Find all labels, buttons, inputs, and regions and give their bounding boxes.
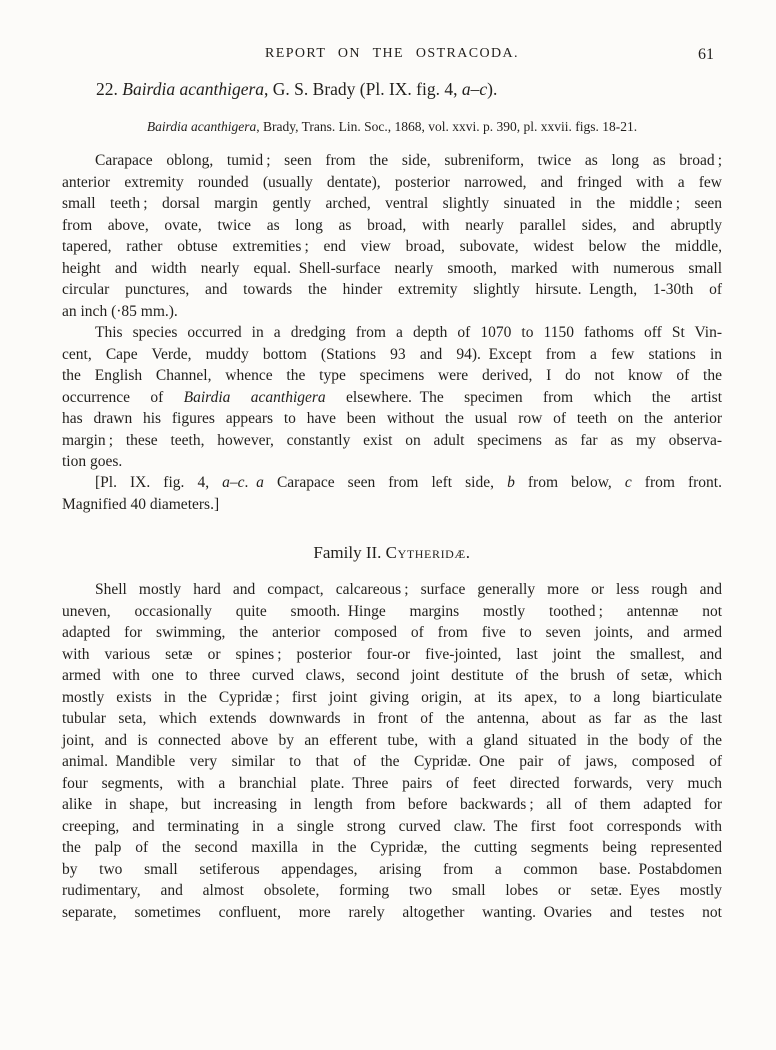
text-line: armed with one to three curved claws, second joint destitute of the brush of setæ, which — [62, 667, 722, 684]
text-line: small teeth ; dorsal margin gently arched, ventral slightly sinuated in the middle ; seen — [62, 195, 722, 212]
text-line: joint, and is connected above by an efferent tube, with a gland situated in the body of the — [62, 731, 722, 749]
text-line: mostly exists in the Cypridæ ; first joint giving origin, at its apex, to a long biarticulate — [62, 688, 722, 706]
text-line: uneven, occasionally quite smooth. Hinge margins mostly toothed ; antennæ not — [62, 602, 722, 620]
text-line: animal. Mandible very similar to that of the Cypridæ. One pair of jaws, composed of — [62, 753, 722, 770]
family-heading-prefix: Family II. — [313, 543, 386, 562]
text-line: has drawn his figures appears to have been without the usual row of teeth on the anterior — [62, 410, 722, 427]
text-line: margin ; these teeth, however, constantly exist on adult specimens as far as my observa- — [62, 431, 722, 449]
text-line: by two small setiferous appendages, arising from a common base. Postabdomen — [62, 860, 722, 878]
text-line: Carapace oblong, tumid ; seen from the side, subreniform, twice as long as broad ; — [95, 152, 722, 169]
text-line: Magnified 40 diameters.] — [62, 495, 220, 513]
text-line: four segments, with a branchial plate. Three pairs of feet directed forwards, very much — [62, 774, 722, 792]
family-heading — [62, 543, 722, 563]
text-line: height and width nearly equal. Shell-surface nearly smooth, marked with numerous small — [62, 259, 722, 277]
text-line: adapted for swimming, the anterior composed of from five to seven joints, and armed — [62, 624, 722, 641]
paragraph-carapace-description — [62, 150, 722, 322]
family-heading-name: Cytheridæ. — [385, 543, 471, 562]
text-line: cent, Cape Verde, muddy bottom (Stations 93 and 94). Except from a few stations in — [62, 345, 722, 363]
text-line: from above, ovate, twice as long as broad, with nearly parallel sides, and abruptly — [62, 216, 722, 234]
text-line: separate, sometimes confluent, more rarely altogether wanting. Ovaries and testes not — [62, 903, 722, 921]
text-line: occurrence of Bairdia acanthigera elsewhere. The specimen from which the artist — [62, 388, 722, 406]
text-line: tapered, rather obtuse extremities ; end view broad, subovate, widest below the middle, — [62, 238, 722, 255]
text-line: [Pl. IX. fig. 4, a–c. a Carapace seen from left side, b from below, c from front. — [95, 474, 722, 491]
text-line: This species occurred in a dredging from a depth of 1070 to 1150 fathoms off St Vin- — [95, 324, 722, 341]
paragraph-family-description — [62, 579, 722, 923]
text-line: circular punctures, and towards the hinder extremity slightly hirsute. Length, 1-30th of — [62, 281, 722, 298]
text-line: anterior extremity rounded (usually dentate), posterior narrowed, and fringed with a few — [62, 173, 722, 191]
text-line: rudimentary, and almost obsolete, forming two small lobes or setæ. Eyes mostly — [62, 882, 722, 899]
paragraph-plate-note — [62, 472, 722, 515]
text-line: alike in shape, but increasing in length from before backwards ; all of them adapted for — [62, 796, 722, 813]
running-header — [62, 46, 722, 62]
text-line: Shell mostly hard and compact, calcareous ; surface generally more or less rough and — [95, 581, 722, 598]
citation-line: Bairdia acanthigera, Brady, Trans. Lin. Soc., 1868, vol. xxvi. p. 390, pl. xxvii. figs. 18-21. — [146, 119, 638, 134]
text-line: tubular seta, which extends downwards in front of the antenna, about as far as the last — [62, 710, 722, 727]
text-line: with various setæ or spines ; posterior four-or five-jointed, last joint the smallest, and — [62, 645, 722, 663]
text-line: the palp of the second maxilla in the Cypridæ, the cutting segments being represented — [62, 839, 722, 856]
text-line: tion goes. — [62, 453, 123, 470]
text-line: the English Channel, whence the type specimens were derived, I do not know of the — [62, 367, 722, 384]
running-header-title: REPORT ON THE OSTRACODA. — [265, 46, 519, 61]
species-heading: 22. Bairdia acanthigera, G. S. Brady (Pl. IX. fig. 4, a–c). — [96, 79, 498, 99]
text-line: creeping, and terminating in a single strong curved claw. The first foot corresponds with — [62, 817, 722, 835]
paragraph-occurrence — [62, 322, 722, 473]
text-line: an inch (·85 mm.). — [62, 302, 178, 320]
page-number: 61 — [698, 46, 714, 63]
